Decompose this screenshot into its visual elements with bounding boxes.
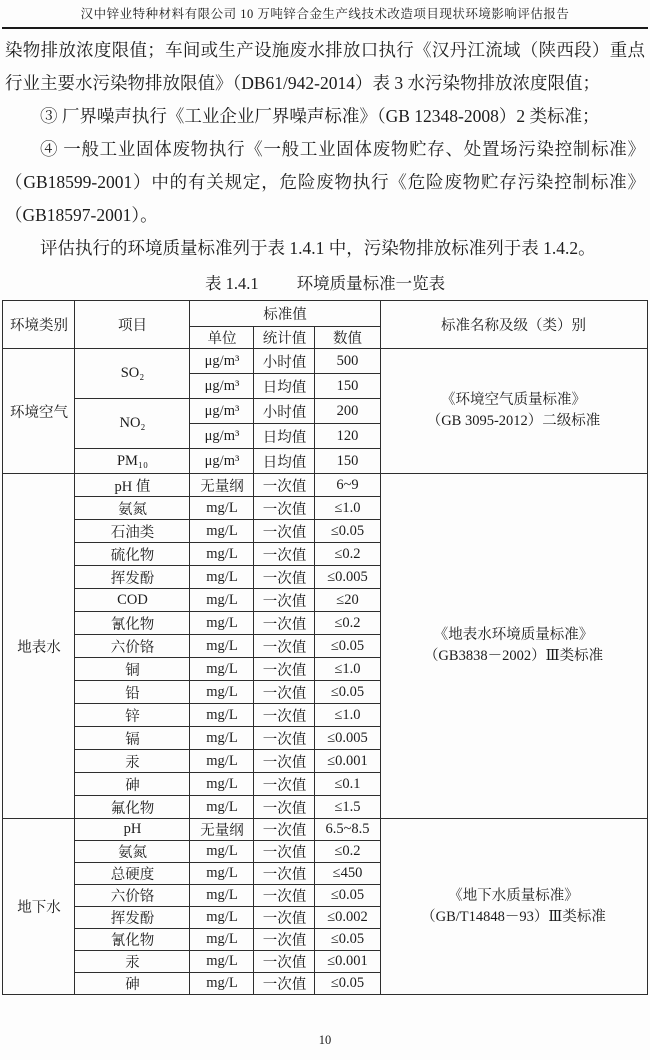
cell-stat: 一次值 (254, 727, 315, 750)
table-header (3, 301, 647, 349)
cell-unit: mg/L (190, 635, 254, 658)
standard-name-line: 《地表水环境质量标准》 (433, 627, 594, 643)
cell-stat: 一次值 (254, 543, 315, 566)
paragraph-table-intro: 评估执行的环境质量标准列于表 1.4.1 中，污染物排放标准列于表 1.4.2。 (40, 238, 596, 258)
cell-unit: mg/L (190, 951, 254, 973)
cell-unit: μg/m³ (190, 374, 254, 399)
cell-value: 6.5~8.5 (315, 819, 380, 841)
cell-unit: mg/L (190, 704, 254, 727)
cell-value: ≤1.5 (315, 796, 380, 819)
cell-unit: mg/L (190, 863, 254, 885)
cell-item: 六价铬 (75, 885, 190, 907)
cell-standard-name (380, 474, 647, 819)
paragraph-item-3: ③ 厂界噪声执行《工业企业厂界噪声标准》（GB 12348-2008）2 类标准； (40, 106, 600, 126)
cell-stat: 一次值 (254, 973, 315, 995)
cell-unit: mg/L (190, 973, 254, 995)
cell-value: ≤0.05 (315, 681, 380, 704)
cell-stat: 小时值 (254, 399, 315, 424)
cell-item: pH 值 (75, 474, 190, 497)
cell-category: 地下水 (3, 819, 75, 995)
cell-item: 砷 (75, 973, 190, 995)
cell-unit: μg/m³ (190, 349, 254, 374)
cell-item: 汞 (75, 750, 190, 773)
cell-value: ≤0.2 (315, 543, 380, 566)
cell-stat: 一次值 (254, 474, 315, 497)
standard-name-line: 《地下水质量标准》 (448, 887, 579, 904)
cell-item: NO₂ (75, 399, 190, 449)
cell-item: COD (75, 589, 190, 612)
standard-name-line: （GB 3095-2012）二级标准 (426, 413, 601, 429)
cell-value: ≤0.05 (315, 520, 380, 543)
cell-value: ≤0.001 (315, 951, 380, 973)
cell-item: 挥发酚 (75, 566, 190, 589)
cell-unit: mg/L (190, 589, 254, 612)
cell-value: ≤0.005 (315, 566, 380, 589)
cell-stat: 小时值 (254, 349, 315, 374)
cell-stat: 一次值 (254, 929, 315, 951)
cell-unit: mg/L (190, 907, 254, 929)
cell-unit: mg/L (190, 841, 254, 863)
cell-item: 挥发酚 (75, 907, 190, 929)
cell-standard-name (380, 349, 647, 474)
document-header-title: 汉中锌业特种材料有限公司 10 万吨锌合金生产线技术改造项目现状环境影响评估报告 (2, 0, 648, 29)
cell-value: 150 (315, 449, 380, 474)
table-row (3, 819, 647, 841)
cell-unit: mg/L (190, 727, 254, 750)
cell-unit: mg/L (190, 681, 254, 704)
cell-unit: mg/L (190, 796, 254, 819)
cell-unit: 无量纲 (190, 474, 254, 497)
cell-value: 150 (315, 374, 380, 399)
cell-stat: 一次值 (254, 681, 315, 704)
cell-value: 200 (315, 399, 380, 424)
cell-value: ≤0.05 (315, 635, 380, 658)
cell-item: 铅 (75, 681, 190, 704)
cell-unit: mg/L (190, 612, 254, 635)
cell-value: 500 (315, 349, 380, 374)
cell-item: 石油类 (75, 520, 190, 543)
col-header-standard-name: 标准名称及级（类）别 (380, 301, 647, 349)
cell-stat: 一次值 (254, 658, 315, 681)
cell-item: 硫化物 (75, 543, 190, 566)
cell-unit: mg/L (190, 543, 254, 566)
table-row (3, 349, 647, 374)
cell-value: ≤0.2 (315, 841, 380, 863)
cell-unit: μg/m³ (190, 449, 254, 474)
cell-item: 总硬度 (75, 863, 190, 885)
cell-value: 6~9 (315, 474, 380, 497)
environmental-quality-standards-table (2, 300, 647, 995)
cell-item: 汞 (75, 951, 190, 973)
cell-unit: mg/L (190, 885, 254, 907)
cell-stat: 一次值 (254, 885, 315, 907)
cell-stat: 一次值 (254, 635, 315, 658)
standard-name-line: 《环境空气质量标准》 (441, 392, 587, 408)
paragraph-item-4: ④ 一般工业固体废物执行《一般工业固体废物贮存、处置场污染控制标准》（GB18599-2001）中的有关规定，危险废物执行《危险废物贮存污染控制标准》（GB18597-2001）。 (5, 139, 645, 225)
cell-unit: μg/m³ (190, 424, 254, 449)
cell-unit: mg/L (190, 658, 254, 681)
col-header-stat: 统计值 (254, 327, 315, 349)
page-number: 10 (318, 1033, 332, 1047)
table-body (3, 349, 647, 995)
cell-item: 氨氮 (75, 841, 190, 863)
table-caption-title: 环境质量标准一览表 (296, 274, 446, 293)
cell-unit: mg/L (190, 566, 254, 589)
cell-value: ≤1.0 (315, 704, 380, 727)
cell-item: 铜 (75, 658, 190, 681)
cell-item: SO₂ (75, 349, 190, 399)
cell-item: 氟化物 (75, 796, 190, 819)
cell-item: PM₁₀ (75, 449, 190, 474)
col-header-category: 环境类别 (3, 301, 75, 349)
col-header-unit: 单位 (190, 327, 254, 349)
cell-stat: 一次值 (254, 951, 315, 973)
cell-item: 氰化物 (75, 612, 190, 635)
cell-stat: 一次值 (254, 497, 315, 520)
col-header-value: 数值 (315, 327, 380, 349)
cell-value: ≤450 (315, 863, 380, 885)
cell-value: ≤1.0 (315, 658, 380, 681)
table-caption (0, 271, 650, 297)
col-header-item: 项目 (75, 301, 190, 349)
cell-stat: 一次值 (254, 796, 315, 819)
cell-unit: mg/L (190, 750, 254, 773)
cell-category: 环境空气 (3, 349, 75, 474)
cell-stat: 一次值 (254, 819, 315, 841)
cell-unit: mg/L (190, 497, 254, 520)
cell-value: ≤0.2 (315, 612, 380, 635)
cell-item: 镉 (75, 727, 190, 750)
cell-value: ≤0.002 (315, 907, 380, 929)
cell-stat: 一次值 (254, 841, 315, 863)
cell-stat: 日均值 (254, 374, 315, 399)
cell-item: 砷 (75, 773, 190, 796)
cell-stat: 一次值 (254, 773, 315, 796)
cell-unit: 无量纲 (190, 819, 254, 841)
table-caption-label: 表 1.4.1 (204, 274, 259, 293)
cell-unit: μg/m³ (190, 399, 254, 424)
cell-value: ≤0.1 (315, 773, 380, 796)
table-header-row-1 (3, 301, 647, 327)
cell-value: ≤0.05 (315, 973, 380, 995)
cell-stat: 一次值 (254, 520, 315, 543)
cell-value: ≤0.05 (315, 929, 380, 951)
cell-item: 六价铬 (75, 635, 190, 658)
cell-category: 地表水 (3, 474, 75, 819)
cell-value: ≤0.05 (315, 885, 380, 907)
standard-name-line: （GB3838－2002）Ⅲ类标准 (423, 648, 604, 664)
cell-value: ≤0.001 (315, 750, 380, 773)
cell-standard-name (380, 819, 647, 995)
cell-stat: 一次值 (254, 566, 315, 589)
cell-item: 氨氮 (75, 497, 190, 520)
cell-value: ≤0.005 (315, 727, 380, 750)
standard-name-line: （GB/T14848－93）Ⅲ类标准 (421, 908, 606, 925)
paragraph-continuation: 染物排放浓度限值；车间或生产设施废水排放口执行《汉丹江流域（陕西段）重点行业主要水污染物排放限值》（DB61/942-2014）表 3 水污染物排放浓度限值； (5, 40, 645, 93)
cell-item: pH (75, 819, 190, 841)
cell-stat: 一次值 (254, 907, 315, 929)
cell-unit: mg/L (190, 520, 254, 543)
cell-value: 120 (315, 424, 380, 449)
cell-stat: 一次值 (254, 612, 315, 635)
cell-stat: 日均值 (254, 449, 315, 474)
cell-stat: 一次值 (254, 750, 315, 773)
cell-value: ≤1.0 (315, 497, 380, 520)
cell-stat: 一次值 (254, 589, 315, 612)
cell-item: 氰化物 (75, 929, 190, 951)
cell-stat: 一次值 (254, 704, 315, 727)
body-text (0, 29, 650, 265)
cell-stat: 日均值 (254, 424, 315, 449)
cell-stat: 一次值 (254, 863, 315, 885)
cell-unit: mg/L (190, 773, 254, 796)
cell-item: 锌 (75, 704, 190, 727)
table-row (3, 474, 647, 497)
cell-value: ≤20 (315, 589, 380, 612)
cell-unit: mg/L (190, 929, 254, 951)
col-header-standard-value: 标准值 (190, 301, 380, 327)
